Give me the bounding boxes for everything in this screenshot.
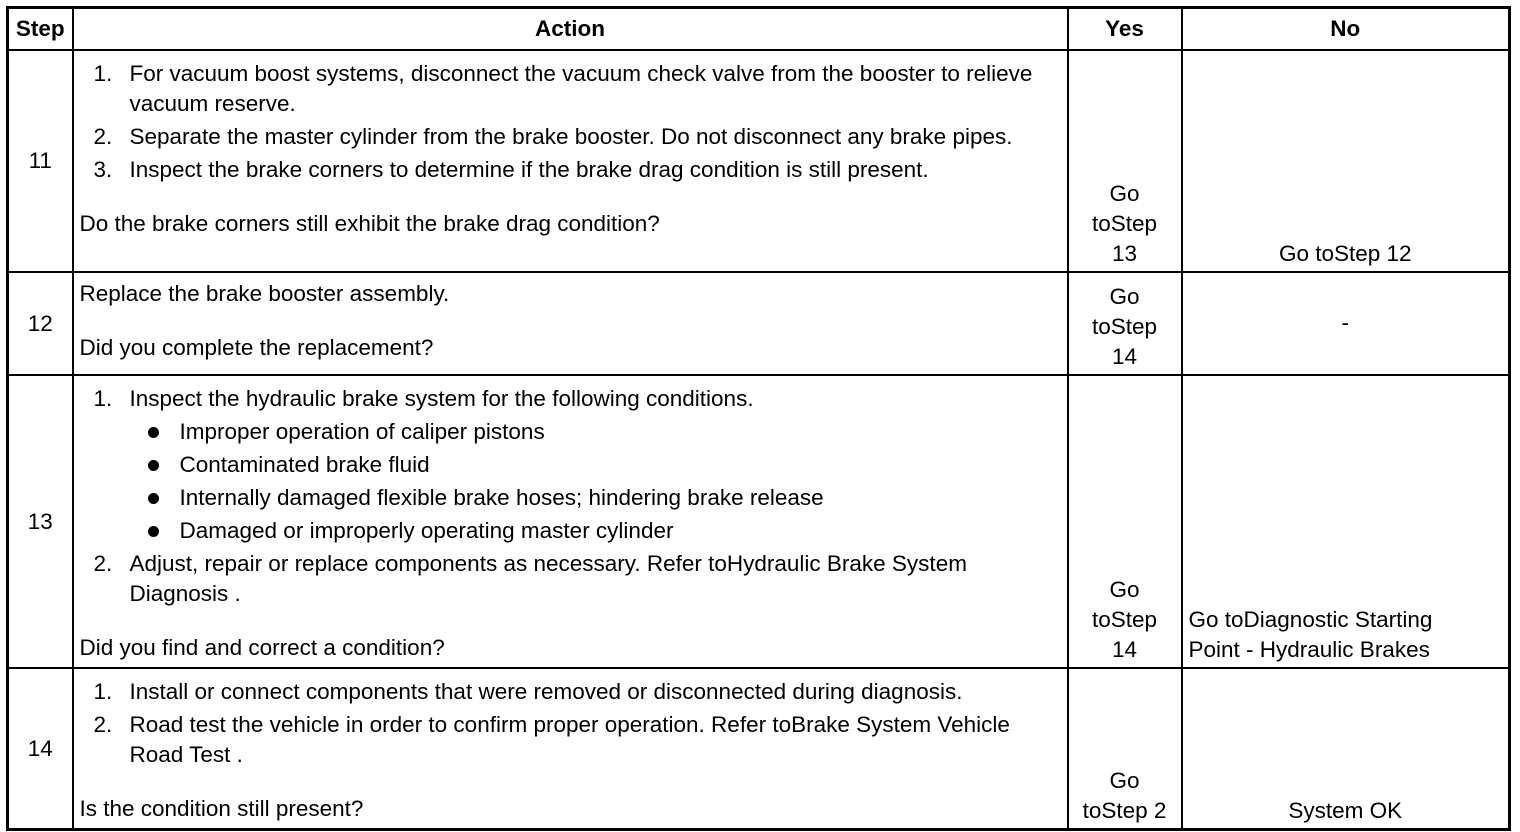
question-text: Is the condition still present? bbox=[79, 796, 364, 821]
bullet-item bbox=[130, 483, 1061, 513]
diagnostic-table bbox=[6, 6, 1511, 831]
yes-line: toStep bbox=[1091, 314, 1158, 339]
action-text: Replace the brake booster assembly. bbox=[79, 281, 450, 306]
action-cell bbox=[73, 375, 1068, 668]
yes-cell bbox=[1068, 272, 1182, 375]
list-number: 1. bbox=[93, 61, 113, 86]
header-step: Step bbox=[8, 8, 73, 51]
list-item bbox=[80, 155, 1061, 185]
yes-cell bbox=[1068, 50, 1182, 272]
yes-cell bbox=[1068, 668, 1182, 830]
header-yes: Yes bbox=[1068, 8, 1182, 51]
list-item-text: Adjust, repair or replace components as necessary. Refer toHydraulic Brake System Diagnosis . bbox=[129, 551, 967, 606]
list-item bbox=[80, 384, 1061, 546]
list-number: 2. bbox=[93, 124, 113, 149]
list-item-text: Separate the master cylinder from the brake booster. Do not disconnect any brake pipes. bbox=[129, 124, 1013, 149]
list-item bbox=[80, 59, 1061, 119]
list-item bbox=[80, 677, 1061, 707]
bullet-item bbox=[130, 450, 1061, 480]
bullet-text: Internally damaged flexible brake hoses; hindering brake release bbox=[179, 485, 824, 510]
yes-line: toStep 2 bbox=[1082, 798, 1167, 823]
list-item bbox=[80, 122, 1061, 152]
list-number: 1. bbox=[93, 679, 113, 704]
list-item-text: Road test the vehicle in order to confirm proper operation. Refer toBrake System Vehicle Road Test . bbox=[129, 712, 1010, 767]
bullet-list bbox=[130, 417, 1061, 546]
table-row bbox=[8, 272, 1510, 375]
bullet-text: Contaminated brake fluid bbox=[179, 452, 430, 477]
action-cell bbox=[73, 272, 1068, 375]
list-number: 3. bbox=[93, 157, 113, 182]
bullet-text: Improper operation of caliper pistons bbox=[179, 419, 545, 444]
table-row bbox=[8, 375, 1510, 668]
list-item-text: For vacuum boost systems, disconnect the vacuum check valve from the booster to relieve vacuum reserve. bbox=[129, 61, 1033, 116]
question-text: Did you find and correct a condition? bbox=[79, 635, 445, 660]
bullet-icon bbox=[148, 427, 159, 438]
action-cell bbox=[73, 50, 1068, 272]
yes-line: 13 bbox=[1111, 241, 1138, 266]
list-item-text: Inspect the brake corners to determine if the brake drag condition is still present. bbox=[129, 157, 929, 182]
header-row bbox=[8, 8, 1510, 51]
yes-line: Go bbox=[1109, 181, 1140, 206]
no-cell bbox=[1182, 668, 1510, 830]
yes-line: 14 bbox=[1111, 637, 1138, 662]
no-text: - bbox=[1341, 309, 1349, 335]
step-number: 12 bbox=[8, 272, 73, 375]
table-row bbox=[8, 668, 1510, 830]
no-text: Go toStep 12 bbox=[1278, 241, 1412, 266]
no-line: Go toDiagnostic Starting bbox=[1188, 607, 1433, 632]
yes-line: 14 bbox=[1111, 344, 1138, 369]
list-item-text: Install or connect components that were removed or disconnected during diagnosis. bbox=[129, 679, 963, 704]
bullet-icon bbox=[148, 526, 159, 537]
list-number: 1. bbox=[93, 386, 113, 411]
list-number: 2. bbox=[93, 551, 113, 576]
list-item bbox=[80, 710, 1061, 770]
bullet-icon bbox=[148, 493, 159, 504]
yes-line: Go bbox=[1109, 768, 1140, 793]
numbered-list bbox=[80, 384, 1061, 609]
step-number: 11 bbox=[8, 50, 73, 272]
no-line: Point - Hydraulic Brakes bbox=[1188, 637, 1430, 662]
action-cell bbox=[73, 668, 1068, 830]
bullet-text: Damaged or improperly operating master cylinder bbox=[179, 518, 674, 543]
bullet-item bbox=[130, 417, 1061, 447]
yes-line: Go bbox=[1109, 284, 1140, 309]
bullet-item bbox=[130, 516, 1061, 546]
no-text: System OK bbox=[1288, 798, 1403, 823]
bullet-icon bbox=[148, 460, 159, 471]
step-number: 14 bbox=[8, 668, 73, 830]
yes-line: Go bbox=[1109, 577, 1140, 602]
list-number: 2. bbox=[93, 712, 113, 737]
yes-cell bbox=[1068, 375, 1182, 668]
yes-line: toStep bbox=[1091, 607, 1158, 632]
no-cell bbox=[1182, 50, 1510, 272]
list-item-text: Inspect the hydraulic brake system for the following conditions. bbox=[129, 386, 754, 411]
no-cell bbox=[1182, 375, 1510, 668]
numbered-list bbox=[80, 59, 1061, 185]
header-no: No bbox=[1182, 8, 1510, 51]
step-number: 13 bbox=[8, 375, 73, 668]
question-text: Do the brake corners still exhibit the brake drag condition? bbox=[79, 211, 660, 236]
table-row bbox=[8, 50, 1510, 272]
header-action: Action bbox=[73, 8, 1068, 51]
no-cell bbox=[1182, 272, 1510, 375]
question-text: Did you complete the replacement? bbox=[79, 335, 434, 360]
list-item bbox=[80, 549, 1061, 609]
yes-line: toStep bbox=[1091, 211, 1158, 236]
numbered-list bbox=[80, 677, 1061, 770]
